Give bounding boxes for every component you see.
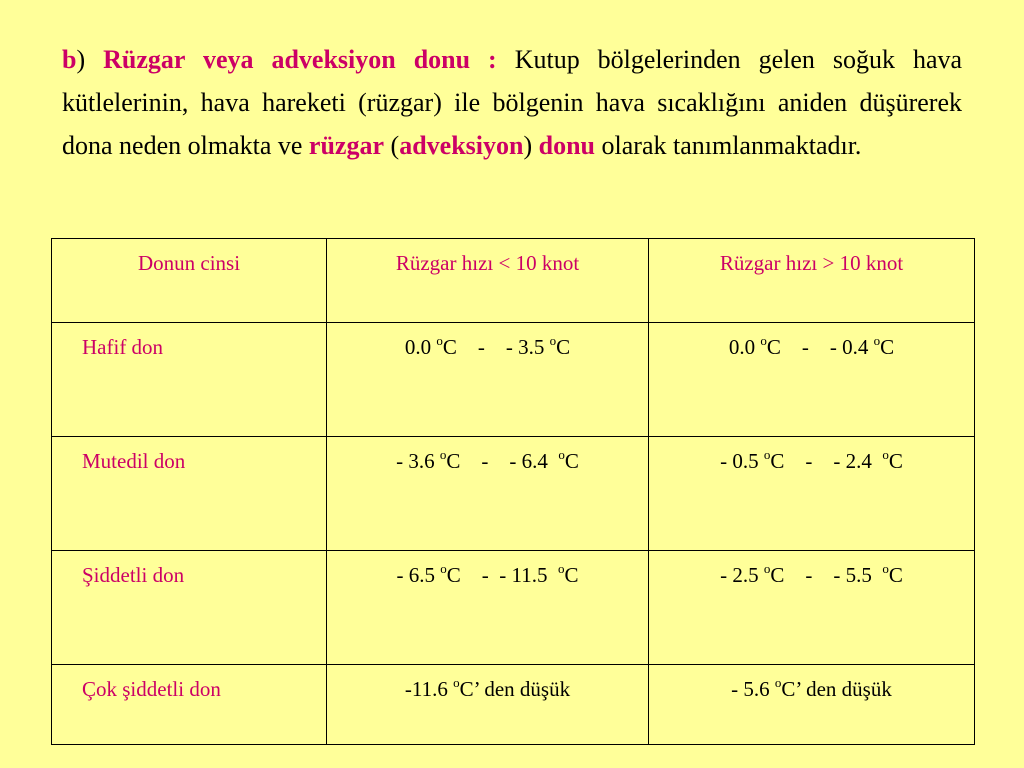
table-row — [52, 437, 975, 551]
table-header-row — [52, 239, 975, 323]
table-row — [52, 551, 975, 665]
frost-type-cell: Çok şiddetli don — [52, 665, 327, 745]
wind-low-cell: - 3.6 $^o$C - - 6.4 $^o$C — [327, 437, 649, 551]
wind-high-cell: - 2.5 $^o$C - - 5.5 $^o$C — [649, 551, 975, 665]
wind-high-cell: - 0.5 $^o$C - - 2.4 $^o$C — [649, 437, 975, 551]
wind-high-cell: 0.0 $^o$C - - 0.4 $^o$C — [649, 323, 975, 437]
close-paren: ) — [523, 131, 533, 160]
wind-low-cell: -11.6 $^o$C’ den düşük — [327, 665, 649, 745]
table-row — [52, 665, 975, 745]
section-title: Rüzgar veya adveksiyon donu : — [103, 45, 497, 74]
wind-low-cell: - 6.5 $^o$C - - 11.5 $^o$C — [327, 551, 649, 665]
intro-text-1: Kutup bölgelerinden gelen soğuk hava kütlelerinin, hava hareketi (rüzgar) ile bölgenin hava sıcaklığını aniden düşürerek dona neden olmakta ve — [62, 45, 963, 160]
frost-type-cell: Hafif don — [52, 323, 327, 437]
frost-type-cell: Şiddetli don — [52, 551, 327, 665]
frost-type-cell: Mutedil don — [52, 437, 327, 551]
term-ruzgar: rüzgar — [308, 131, 385, 160]
term-adveksiyon: adveksiyon — [399, 131, 524, 160]
wind-high-cell: - 5.6 $^o$C’ den düşük — [649, 665, 975, 745]
section-marker: b — [62, 45, 77, 74]
frost-table — [51, 238, 975, 745]
table-row — [52, 323, 975, 437]
section-marker-paren: ) — [76, 45, 86, 74]
header-wind-low: Rüzgar hızı < 10 knot — [327, 239, 649, 323]
header-frost-type: Donun cinsi — [52, 239, 327, 323]
term-donu: donu — [538, 131, 596, 160]
intro-paragraph — [62, 38, 962, 167]
header-wind-high: Rüzgar hızı > 10 knot — [649, 239, 975, 323]
open-paren: ( — [390, 131, 400, 160]
intro-text-2: olarak tanımlanmaktadır. — [601, 131, 862, 160]
wind-low-cell: 0.0 $^o$C - - 3.5 $^o$C — [327, 323, 649, 437]
